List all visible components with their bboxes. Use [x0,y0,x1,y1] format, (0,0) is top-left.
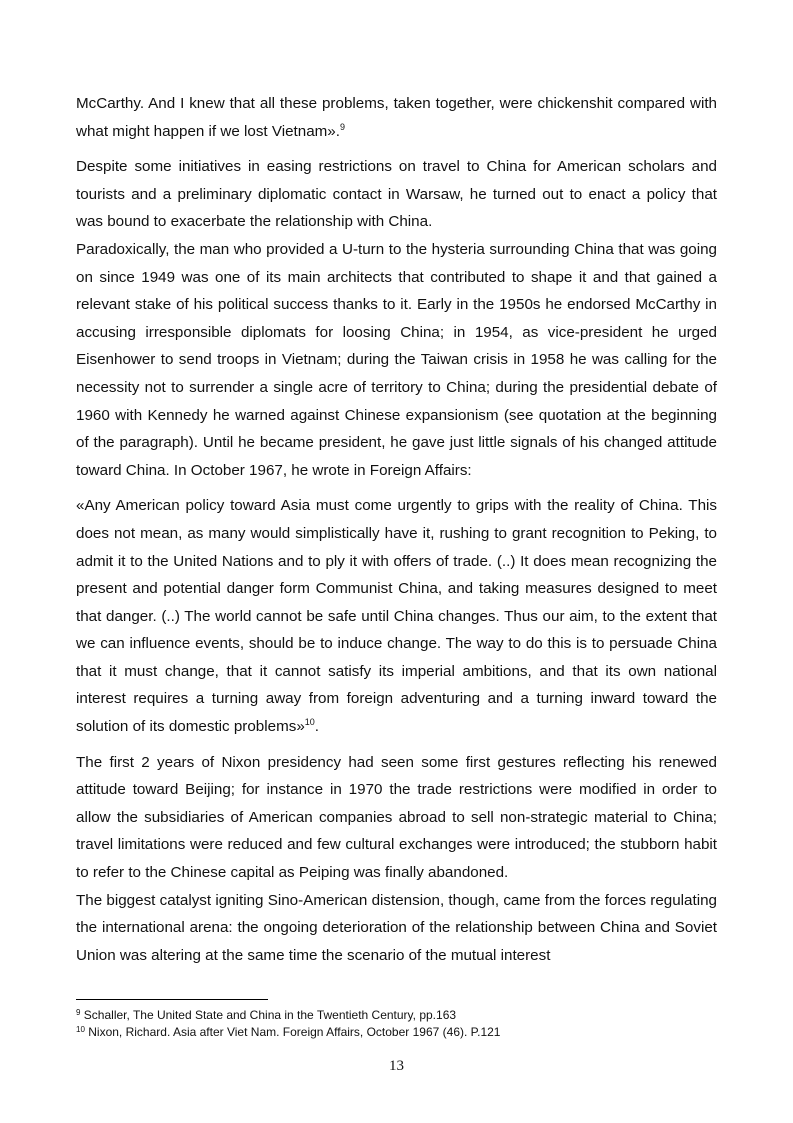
paragraph-travel-restrictions [76,153,717,236]
paragraph-biggest-catalyst [76,887,717,970]
paragraph-text: Paradoxically, the man who provided a U-turn to the hysteria surrounding China that was going on since 1949 was one of its main architects that contributed to shape it and that gained a relevant stake of his political success thanks to it. Early in the 1950s he endorsed McCarthy in accusing irresponsible diplomats for loosing China; in 1954, as vice-president he urged Eisenhower to send troops in Vietnam; during the Taiwan crisis in 1958 he was calling for the necessity not to surrender a single acre of territory to China; during the presidential debate of 1960 with Kennedy he warned against Chinese expansionism (see quotation at the beginning of the paragraph). Until he became president, he gave just little signals of his changed attitude toward China. In October 1967, he wrote in Foreign Affairs: [76,240,717,479]
footnote-number: 10 [76,1025,85,1034]
paragraph-foreign-affairs-quote [76,492,717,740]
paragraph-paradoxically [76,236,717,484]
footnote-reference: 10 [304,717,315,728]
page-number: 13 [389,1058,404,1074]
paragraph-nixon-presidency [76,749,717,887]
paragraph-text: McCarthy. And I knew that all these problems, taken together, were chickenshit compared with what might happen if we lost Vietnam». [76,95,717,140]
footnote-separator [76,999,268,1000]
footnote-9 [76,1007,717,1024]
paragraph-tail: . [314,718,320,736]
paragraph-quote-end [76,90,717,145]
footnote-10 [76,1024,717,1041]
footnote-number: 9 [76,1008,81,1017]
paragraph-text: «Any American policy toward Asia must come urgently to grips with the reality of China. This does not mean, as many would simplistically have it, rushing to grant recognition to Peking, to admit it to the United Nations and to ply it with offers of trade. (..) It does mean recognizing the present and potential danger form Communist China, and taking measures designed to meet that danger. (..) The world cannot be safe until China changes. Thus our aim, to the extent that we can influence events, should be to induce change. The way to do this is to persuade China that it must change, that it cannot satisfy its imperial ambitions, and that its own national interest requires a turning away from foreign adventuring and a turning inward toward the solution of its domestic problems» [76,497,717,736]
footnote-text: Nixon, Richard. Asia after Viet Nam. Foreign Affairs, October 1967 (46). P.121 [88,1025,501,1039]
paragraph-text: The first 2 years of Nixon presidency had seen some first gestures reflecting his renewed attitude toward Beijing; for instance in 1970 the trade restrictions were modified in order to allow the subsidiaries of American companies abroad to sell non-strategic material to China; travel limitations were reduced and few cultural exchanges were introduced; the stubborn habit to refer to the Chinese capital as Peiping was finally abandoned. [76,753,717,882]
body-text [76,90,717,969]
footnotes [76,1007,717,1041]
footnote-text: Schaller, The United State and China in the Twentieth Century, pp.163 [83,1008,457,1022]
paragraph-text: Despite some initiatives in easing restrictions on travel to China for American scholars and tourists and a preliminary diplomatic contact in Warsaw, he turned out to enact a policy that was bound to exacerbate the relationship with China. [76,158,717,231]
paragraph-text: The biggest catalyst igniting Sino-American distension, though, came from the forces regulating the international arena: the ongoing deterioration of the relationship between China and Soviet Union was altering at the same time the scenario of the mutual interest [76,891,717,964]
footnote-reference: 9 [339,121,345,132]
